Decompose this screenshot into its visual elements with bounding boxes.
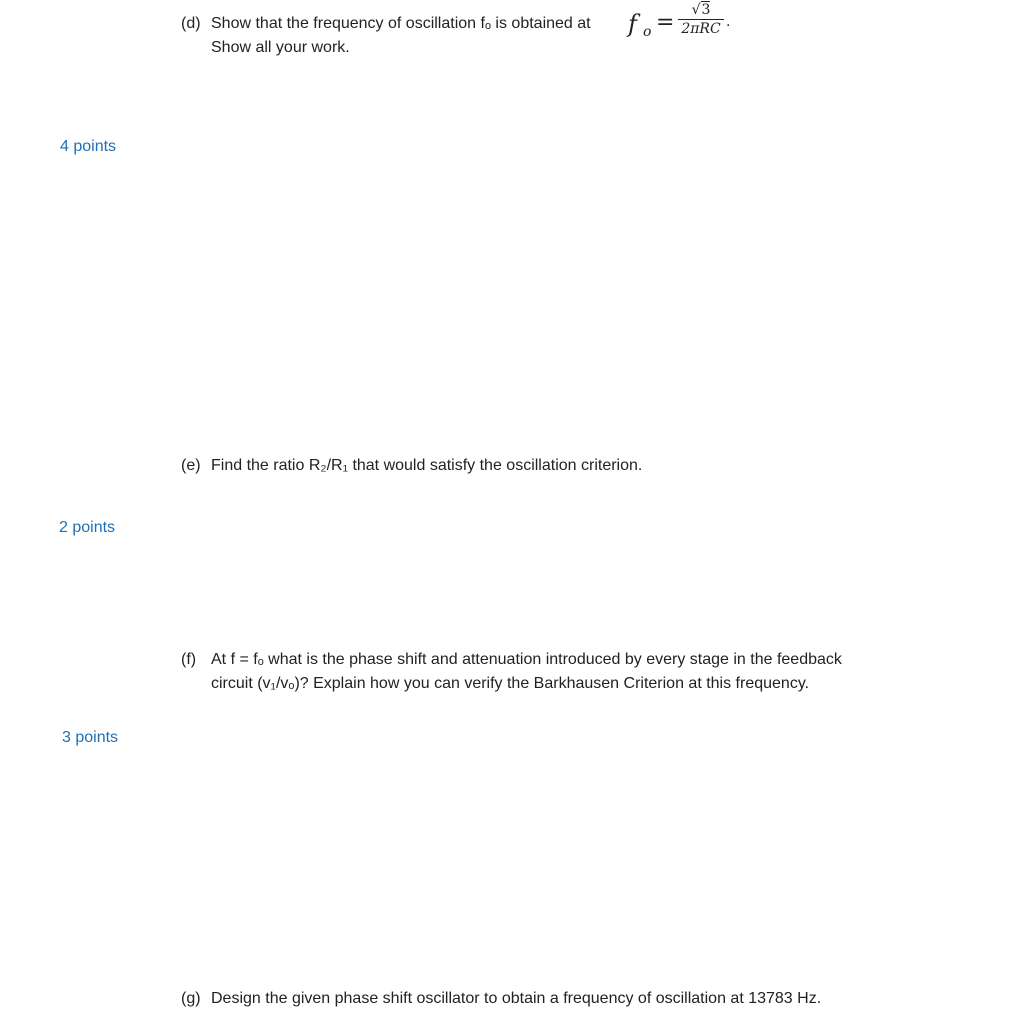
question-f-line1: At f = fₒ what is the phase shift and attenuation introduced by every stage in the feedback — [211, 651, 842, 668]
question-d-line1: Show that the frequency of oscillation fₒ is obtained at — [211, 15, 591, 32]
formula-fraction-bar — [678, 19, 724, 20]
formula-sqrt-sign: √ — [691, 2, 701, 18]
question-g-line1: Design the given phase shift oscillator to obtain a frequency of oscillation at 13783 Hz. — [211, 990, 822, 1007]
question-g — [181, 987, 941, 1011]
question-f-label: (f) — [181, 651, 197, 668]
question-d-line2: Show all your work. — [211, 39, 350, 56]
points-e: 2 points — [59, 519, 116, 536]
formula-sqrt-value: 3 — [701, 2, 711, 18]
formula-period: . — [726, 14, 731, 30]
question-f — [181, 648, 961, 696]
question-e-label: (e) — [181, 457, 201, 474]
points-f: 3 points — [62, 729, 119, 746]
formula-numerator — [678, 2, 724, 18]
question-e-line1: Find the ratio R₂/R₁ that would satisfy the oscillation criterion. — [211, 457, 643, 474]
points-d: 4 points — [60, 138, 117, 155]
formula-fraction — [678, 2, 724, 37]
formula-lhs: f — [628, 10, 637, 38]
question-d-label: (d) — [181, 15, 201, 32]
question-f-line2: circuit (v₁/vₒ)? Explain how you can verify the Barkhausen Criterion at this frequency. — [211, 675, 810, 692]
formula-lhs-subscript: o — [643, 24, 652, 40]
formula-denominator: 2πRC — [681, 21, 721, 37]
question-g-label: (g) — [181, 990, 201, 1007]
formula-equals: = — [656, 10, 675, 35]
frequency-formula — [628, 2, 738, 44]
question-e — [181, 454, 781, 478]
